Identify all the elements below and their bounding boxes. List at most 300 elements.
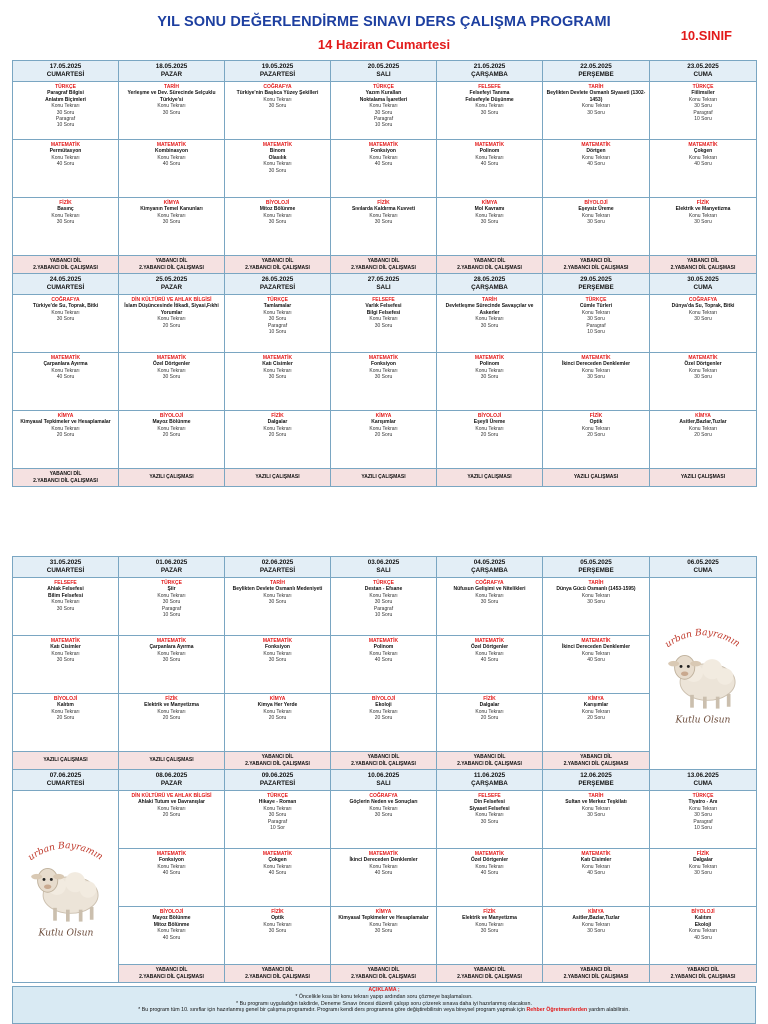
topic-label: Yerleşme ve Dev. Sürecinde Selçuklu Türkiye'si [127,90,216,103]
schedule-cell [119,694,225,752]
schedule-cell [331,82,437,140]
topic-label: Devletleşme Sürecinde Savaşçılar ve Askerler [445,303,534,316]
topic-label: Polinom [479,361,500,368]
language-cell [543,469,650,487]
topic-label: Tamlamalar [263,303,292,310]
task-label: 20 Soru [56,432,75,439]
task-label: Konu Tekrarı [475,863,504,870]
day-header [650,770,757,791]
subject-label: COĞRAFYA [51,297,80,303]
topic-label: Dünya'da Su, Toprak, Bitki [671,303,735,310]
notes-highlight: Rehber Öğretmenlerden [526,1007,588,1014]
topic-label: Elektrik ve Manyetizma [462,915,517,922]
class-label: 10.SINIF [680,28,732,43]
language-cell [13,469,119,487]
day-date: 09.06.2025 [261,772,294,779]
task-label: 40 Soru [480,870,499,877]
subject-label: FİZİK [271,909,284,915]
study-label: 2.YABANCI DİL ÇALIŞMASI [457,760,522,767]
task-label: 20 Soru [480,432,499,439]
schedule-cell [13,295,119,353]
study-label: YABANCI DİL [473,967,506,974]
subject-label: BİYOLOJİ [265,200,290,206]
task-label: 30 Soru [587,928,605,935]
schedule-row [13,140,757,198]
study-label: YAZILI ÇALIŞMASI [149,474,194,481]
task-label: Konu Tekrarı [157,650,186,657]
study-label: YABANCI DİL [155,967,188,974]
topic-label: Özel Dörtgenler [470,644,509,651]
task-label: 10 Soru [374,122,393,129]
day-header [119,557,225,578]
topic-label: Mitoz Bölünme [259,206,296,213]
task-label: 30 Soru [268,103,287,110]
topic-label: Mayoz Bölünme [152,419,191,426]
task-label: 30 Soru [694,316,712,323]
subject-label: TÜRKÇE [267,793,288,799]
day-date: 12.06.2025 [580,772,612,779]
task-label: 10 Sor [270,825,285,832]
task-label: 30 Soru [162,374,181,381]
subject-label: MATEMATİK [156,851,187,857]
task-label: Konu Tekrarı [475,812,504,819]
topic-label: Asitler,Bazlar,Tuzlar [679,419,727,426]
task-label: 40 Soru [374,161,393,168]
subject-label: BİYOLOJİ [691,909,715,915]
schedule-cell [225,198,331,256]
subject-label: FELSEFE [372,297,395,303]
task-label: Konu Tekrarı [369,592,398,599]
topic-label: Elektrik ve Manyetizma [144,702,199,709]
subject-label: TÜRKÇE [267,297,288,303]
day-name: CUMA [693,780,713,787]
task-label: 30 Soru [694,103,712,110]
subject-label: FELSEFE [478,84,501,90]
topic-label: Permütasyon [49,148,82,155]
notes-title: AÇIKLAMA ; [368,987,400,993]
topic-label: Katı Cisimler [50,644,81,651]
task-label: 30 Soru [268,219,287,226]
schedule-cell [650,295,757,353]
task-label: 20 Soru [374,432,393,439]
task-label: Konu Tekrarı [475,425,504,432]
task-label: 30 Soru [480,818,499,825]
topic-label: Mayoz Bölünme [152,915,191,922]
schedule-cell [119,82,225,140]
schedule-cell [543,907,650,965]
schedule-cell [331,198,437,256]
study-label: 2.YABANCI DİL ÇALIŞMASI [245,760,310,767]
day-header [437,557,543,578]
task-label: Konu Tekrarı [263,805,292,812]
topic-label: Noktalama İşaretleri [359,96,408,103]
day-name: ÇARŞAMBA [471,567,508,574]
task-label: 20 Soru [694,432,712,439]
schedule-cell [225,295,331,353]
schedule-cell [437,791,543,849]
task-label: Konu Tekrarı [475,103,504,110]
day-date: 05.05.2025 [580,559,612,566]
subject-label: MATEMATİK [156,142,187,148]
task-label: Konu Tekrarı [369,863,398,870]
topic-label: Karışımlar [583,702,609,709]
task-label: Konu Tekrarı [581,921,611,928]
study-label: YABANCI DİL [473,258,506,265]
topic-label: Siyaset Felsefesi [469,805,510,812]
schedule-row [13,791,757,849]
study-label: 2.YABANCI DİL ÇALIŞMASI [351,760,416,767]
task-label: Konu Tekrarı [51,212,80,219]
schedule-cell [650,198,757,256]
topic-label: Çokgen [268,857,287,864]
topic-label: Basınç [57,206,74,213]
study-label: 2.YABANCI DİL ÇALIŞMASI [33,477,98,484]
day-name: PAZARTESİ [259,567,296,574]
schedule-cell [119,140,225,198]
subject-label: TARİH [588,84,604,90]
day-date: 21.05.2025 [473,63,506,70]
task-label: Konu Tekrarı [581,103,611,110]
schedule-cell [437,578,543,636]
svg-text:Kurban Bayramınız [20,829,105,863]
task-label: Konu Tekrarı [263,425,292,432]
schedule-cell [119,411,225,469]
day-date: 30.05.2025 [687,276,719,283]
task-label: 40 Soru [56,161,75,168]
subject-label: MATEMATİK [688,355,718,361]
schedule-cell [543,82,650,140]
day-date: 26.05.2025 [261,276,294,283]
task-label: Konu Tekrarı [263,921,292,928]
task-label: Konu Tekrarı [157,154,186,161]
task-label: 20 Soru [587,432,605,439]
study-label: YAZILI ÇALIŞMASI [467,474,512,481]
study-label: YABANCI DİL [473,754,506,761]
topic-label: Fonksiyon [264,644,290,651]
task-label: Konu Tekrarı [688,309,718,316]
schedule-cell [13,636,119,694]
subject-label: FİZİK [589,413,603,419]
day-date: 24.05.2025 [49,276,82,283]
task-label: 30 Soru [587,374,605,381]
subject-label: FİZİK [696,851,710,857]
subject-label: MATEMATİK [581,638,611,644]
language-cell [119,256,225,274]
task-label: Paragraf [373,116,394,123]
task-label: Konu Tekrarı [688,425,718,432]
topic-label: Paragraf Bilgisi [47,90,84,97]
subject-label: DİN KÜLTÜRÜ VE AHLAK BİLGİSİ [131,297,212,303]
topic-label: Ekoloji [694,921,712,928]
task-label: Konu Tekrarı [157,425,186,432]
topic-label: Fonksiyon [370,148,396,155]
language-cell [543,752,650,770]
language-cell [331,752,437,770]
subject-label: MATEMATİK [262,638,293,644]
day-date: 04.05.2025 [473,559,506,566]
schedule-cell [225,411,331,469]
language-row [13,469,757,487]
schedule-cell [119,353,225,411]
schedule-cell [437,82,543,140]
subject-label: BİYOLOJİ [159,909,184,915]
subject-label: KİMYA [375,909,392,915]
task-label: Konu Tekrarı [475,650,504,657]
study-label: YABANCI DİL [580,967,612,974]
topic-label: Dörtgen [586,148,606,155]
schedule-cell [437,636,543,694]
topic-label: İkinci Dereceden Denklemler [561,361,631,368]
day-date: 11.06.2025 [473,772,506,779]
task-label: Konu Tekrarı [475,316,504,323]
task-label: 40 Soru [162,870,181,877]
task-label: Konu Tekrarı [369,103,398,110]
study-label: 2.YABANCI DİL ÇALIŞMASI [563,973,629,980]
study-label: 2.YABANCI DİL ÇALIŞMASI [563,264,629,271]
study-label: 2.YABANCI DİL ÇALIŞMASI [351,264,416,271]
topic-label: Varlık Felsefesi [365,303,402,310]
task-label: 30 Soru [56,605,75,612]
day-header [437,770,543,791]
day-name: CUMA [693,284,713,291]
topic-label: Fonksiyon [370,361,396,368]
study-label: 2.YABANCI DİL ÇALIŞMASI [245,973,310,980]
task-label: Konu Tekrarı [157,863,186,870]
task-label: 30 Soru [374,219,393,226]
subject-label: FİZİK [59,200,72,206]
day-date: 17.05.2025 [49,63,82,70]
study-label: YAZILI ÇALIŞMASI [573,474,619,481]
subject-label: KİMYA [163,200,180,206]
study-label: 2.YABANCI DİL ÇALIŞMASI [33,264,98,271]
schedule-row [13,849,757,907]
topic-label: Olasılık [268,154,287,161]
notes-box [12,986,756,1024]
language-cell [119,965,225,983]
subject-label: MATEMATİK [50,638,81,644]
subject-label: KİMYA [269,696,286,702]
task-label: 30 Soru [587,316,605,323]
day-name: PERŞEMBE [578,780,614,787]
task-label: 30 Soru [374,322,393,329]
day-name: PAZARTESİ [259,71,296,78]
schedule-cell [119,636,225,694]
task-label: Paragraf [267,818,288,825]
sheep-illustration [657,616,749,726]
task-label: 30 Soru [268,374,287,381]
task-label: Konu Tekrarı [581,309,611,316]
topic-label: Optik [271,915,284,922]
schedule-row [13,353,757,411]
task-label: Konu Tekrarı [688,805,718,812]
topic-label: Tiyatro - Anı [688,799,718,806]
schedule-cell [543,578,650,636]
task-label: Konu Tekrarı [369,921,398,928]
task-label: 30 Soru [480,928,499,935]
schedule-cell [650,907,757,965]
task-label: Paragraf [55,116,76,123]
schedule-cell [437,411,543,469]
task-label: 30 Soru [268,316,287,323]
task-label: Konu Tekrarı [157,103,186,110]
holiday-text: urban Bayramın [663,627,742,651]
study-label: 2.YABANCI DİL ÇALIŞMASI [563,760,629,767]
task-label: 30 Soru [587,599,605,606]
topic-label: Sultan ve Merkez Teşkilatı [565,799,627,806]
task-label: 10 Soru [56,122,75,129]
task-label: 30 Soru [587,812,605,819]
task-label: Konu Tekrarı [581,805,611,812]
schedule-cell [543,411,650,469]
language-cell [437,256,543,274]
topic-label: Çarpanlara Ayırma [43,361,88,368]
day-name: PAZARTESİ [259,780,296,787]
schedule-cell [437,140,543,198]
topic-label: Hikaye - Roman [258,799,297,806]
topic-label: Ahlak Felsefesi [47,586,84,593]
day-header [543,770,650,791]
task-label: 30 Soru [587,219,605,226]
task-label: Konu Tekrarı [688,863,718,870]
task-label: 30 Soru [480,599,499,606]
schedule-cell [119,198,225,256]
day-name: CUMARTESİ [46,71,85,78]
language-cell [119,469,225,487]
task-label: Konu Tekrarı [369,805,398,812]
task-label: Paragraf [586,322,606,329]
schedule-cell [13,198,119,256]
schedule-block-1 [12,60,756,487]
task-label: Konu Tekrarı [581,154,611,161]
schedule-table [12,60,757,487]
day-header [331,770,437,791]
study-label: 2.YABANCI DİL ÇALIŞMASI [245,264,310,271]
task-label: 40 Soru [587,161,605,168]
task-label: 30 Soru [56,109,75,116]
day-date: 25.05.2025 [155,276,188,283]
day-header [331,557,437,578]
schedule-cell [650,140,757,198]
task-label: Konu Tekrarı [475,154,504,161]
language-cell [13,256,119,274]
notes-line-1: * Öncelikle kısa bir konu tekrarı yapıp ardından soru çözmeye başlamalısın. [295,993,473,1000]
study-label: 2.YABANCI DİL ÇALIŞMASI [139,973,204,980]
task-label: Konu Tekrarı [263,161,292,168]
task-label: Konu Tekrarı [581,863,611,870]
subject-label: TARİH [482,297,497,303]
task-label: 30 Soru [480,374,499,381]
study-label: YABANCI DİL [580,258,612,265]
study-label: 2.YABANCI DİL ÇALIŞMASI [139,264,204,271]
study-label: YABANCI DİL [687,967,719,974]
task-label: 20 Soru [162,812,181,819]
task-label: Konu Tekrarı [369,650,398,657]
schedule-cell [225,907,331,965]
task-label: 30 Soru [56,219,75,226]
day-header [13,61,119,82]
study-label: YAZILI ÇALIŞMASI [149,757,194,764]
task-label: Konu Tekrarı [157,367,186,374]
schedule-cell [331,353,437,411]
subject-label: MATEMATİK [50,142,81,148]
day-name: PAZAR [160,284,183,291]
day-header [225,770,331,791]
schedule-cell [331,411,437,469]
language-cell [543,256,650,274]
task-label: Konu Tekrarı [581,650,611,657]
topic-label: Fiilimsiler [691,90,715,97]
task-label: 30 Soru [480,322,499,329]
day-date: 27.05.2025 [367,276,400,283]
holiday-text: urban Bayramın [25,840,105,864]
task-label: Konu Tekrarı [475,921,504,928]
language-row [13,256,757,274]
task-label: 10 Soru [268,329,287,336]
schedule-row [13,636,757,694]
topic-label: Beylikten Devlete Osmanlı Medeniyeti [232,586,323,593]
topic-label: İkinci Dereceden Denklemler [561,644,631,651]
subject-label: TÜRKÇE [373,580,394,586]
topic-label: Dünya Gücü Osmanlı (1453-1595) [556,586,636,593]
topic-label: Kimyasal Tepkimeler ve Hesaplamalar [338,915,429,922]
topic-label: Din Felsefesi [474,799,505,806]
day-header [650,557,757,578]
language-cell [650,965,757,983]
schedule-cell [543,140,650,198]
task-label: 30 Soru [694,812,712,819]
schedule-cell [437,849,543,907]
day-name: ÇARŞAMBA [471,780,508,787]
subject-label: KİMYA [588,696,604,702]
study-label: 2.YABANCI DİL ÇALIŞMASI [670,264,736,271]
sheep-illustration [20,829,112,939]
topic-label: Elektrik ve Manyetizma [675,206,731,213]
study-label: 2.YABANCI DİL ÇALIŞMASI [670,973,736,980]
task-label: 30 Soru [162,109,181,116]
study-label: YABANCI DİL [261,754,294,761]
task-label: Konu Tekrarı [475,367,504,374]
task-label: Konu Tekrarı [475,212,504,219]
subject-label: KİMYA [481,200,498,206]
topic-label: Kalıtım [57,702,74,709]
subject-label: FİZİK [271,413,284,419]
day-date: 08.06.2025 [155,772,188,779]
subject-label: MATEMATİK [262,355,293,361]
day-header [437,274,543,295]
day-date: 03.06.2025 [367,559,400,566]
topic-label: Ekoloji [375,702,392,709]
day-header [119,770,225,791]
study-label: YABANCI DİL [155,258,188,265]
study-label: YABANCI DİL [367,754,400,761]
task-label: Konu Tekrarı [51,650,80,657]
task-label: Konu Tekrarı [581,425,611,432]
topic-label: Türkiye'nin Başlıca Yüzey Şekilleri [236,90,319,97]
study-label: 2.YABANCI DİL ÇALIŞMASI [351,973,416,980]
page-subtitle: 14 Haziran Cumartesi [317,37,451,52]
holiday-signature: Kutlu Olsun [675,714,731,726]
schedule-cell [225,694,331,752]
day-header [13,557,119,578]
task-label: 30 Soru [374,812,393,819]
subject-label: KİMYA [57,413,74,419]
task-label: 30 Soru [694,219,712,226]
day-date: 07.06.2025 [49,772,82,779]
language-cell [225,469,331,487]
topic-label: Özel Dörtgenler [470,857,509,864]
schedule-cell [543,636,650,694]
topic-label: Özel Dörtgenler [684,361,722,368]
